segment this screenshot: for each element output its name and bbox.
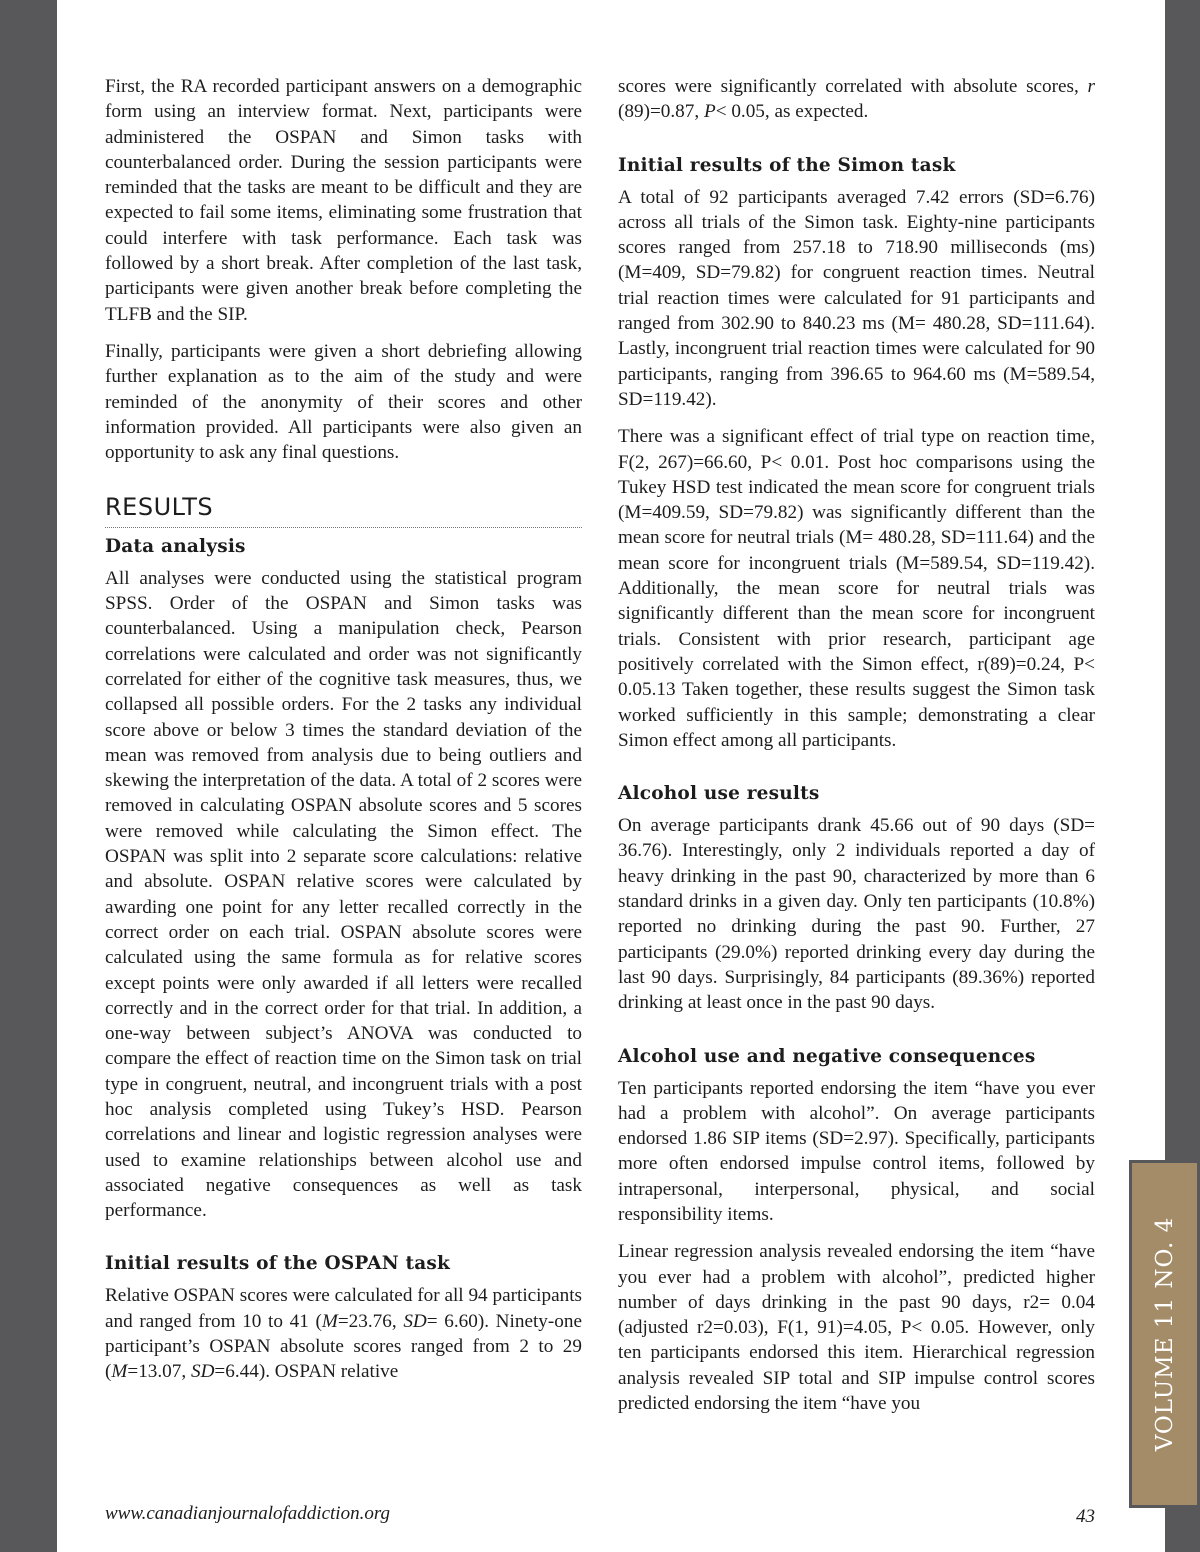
right-column (618, 74, 1095, 1428)
ospan-heading: Initial results of the OSPAN task (105, 1253, 451, 1275)
paragraph-regression: Linear regression analysis revealed endorsing the item “have you ever had a problem with alcohol”, predicted higher number of days drinking in the past 90 days, r2= 0.04 (adjusted r2=0.03), F(1, 91)=4.05, P< 0.05. However, only ten participants endorsed this item. Hierarchical regression analysis revealed SIP total and SIP impulse control scores predicted endorsing the item “have you (618, 1241, 1095, 1415)
paragraph-data-analysis: All analyses were conducted using the statistical program SPSS. Order of the OSPAN and Simon tasks was counterbalanced. Using a manipulation check, Pearson correlations were calculated and order was not significantly correlated for either of the cognitive task measures, thus, we collapsed all possible orders. For the 2 tasks any individual score above or below 3 times the standard deviation of the mean was removed from analysis due to being outliers and skewing the interpretation of the data. A total of 2 scores were removed in calculating OSPAN absolute scores and 5 scores were removed while calculating the Simon effect. The OSPAN was split into 2 separate score calculations: relative and absolute. OSPAN relative scores were calculated by awarding one point for any letter recalled correctly in the correct order on each trial. OSPAN absolute scores were calculated using the same formula as for relative scores except points were only awarded if all letters were recalled correctly and in the correct order for that trial. In addition, a one-way between subject’s ANOVA was conducted to compare the effect of reaction time on the Simon task on trial type in congruent, neutral, and incongruent trials with a post hoc analysis completed using Tukey’s HSD. Pearson correlations and linear and logistic regression analyses were used to examine relationships between alcohol use and associated negative consequences as well as task performance. (105, 567, 582, 1222)
paragraph-alcohol-use: On average participants drank 45.66 out of 90 days (SD= 36.76). Interestingly, only 2 individuals reported a day of heavy drinking in the past 90, characterized by more than 6 standard drinks in a given day. Only ten participants (10.8%) reported no drinking during the past 90. Further, 27 participants (29.0%) reported drinking every day during the last 90 days. Surprisingly, 84 participants (89.36%) reported drinking at least once in the past 90 days. (618, 815, 1095, 1014)
footer-url: www.canadianjournalofaddiction.org (105, 1503, 391, 1524)
simon-heading: Initial results of the Simon task (618, 154, 956, 176)
volume-tab (1129, 1160, 1200, 1508)
volume-label: VOLUME 11 NO. 4 (1151, 1216, 1178, 1452)
paragraph-debriefing: Finally, participants were given a short debriefing allowing further explanation as to the aim of the study and were reminded of the anonymity of their scores and other information provided. All participants were also given an opportunity to ask any final questions. (105, 340, 582, 464)
data-analysis-heading: Data analysis (105, 535, 246, 557)
results-heading: RESULTS (105, 495, 582, 527)
journal-page (57, 0, 1165, 1552)
paragraph-consequences: Ten participants reported endorsing the item “have you ever had a problem with alcohol”. On average participants endorsed 1.86 SIP items (SD=2.97). Specifically, participants more often endorsed impulse control items, followed by intrapersonal, interpersonal, physical, and social responsibility items. (618, 1077, 1095, 1225)
left-column (105, 74, 582, 1397)
paragraph-ospan: Relative OSPAN scores were calculated for all 94 participants and ranged from 10 to 41 (M=23.76, SD= 6.60). Ninety-one participant’s OSPAN absolute scores ranged from 2 to 29 (M=13.07, SD=6.44). OSPAN relative (105, 1285, 582, 1383)
alcohol-use-heading: Alcohol use results (618, 783, 820, 805)
paragraph-simon-anova: There was a significant effect of trial type on reaction time, F(2, 267)=66.60, P< 0.01. Post hoc comparisons using the Tukey HSD test indicated the mean score for congruent trials (M=409.59, SD=79.82) was significantly different than the mean score for neutral trials (M= 480.28, SD=111.64) and the mean score for incongruent trials (M=589.54, SD=119.42). Additionally, the mean score for neutral trials was significantly different than the mean score for incongruent trials. Consistent with prior research, participant age positively correlated with the Simon effect, r(89)=0.24, P< 0.05.13 Taken together, these results suggest the Simon task worked sufficiently in this sample; demonstrating a clear Simon effect among all participants. (618, 426, 1095, 751)
paragraph-ospan-continued: scores were significantly correlated with absolute scores, r (89)=0.87, P< 0.05, as expected. (618, 76, 1095, 123)
page-number: 43 (1076, 1506, 1095, 1527)
paragraph-simon-results: A total of 92 participants averaged 7.42 errors (SD=6.76) across all trials of the Simon task. Eighty-nine participants scores ranged from 257.18 to 718.90 milliseconds (ms) (M=409, SD=79.82) for congruent reaction times. Neutral trial reaction times were calculated for 91 participants and ranged from 302.90 to 840.23 ms (M= 480.28, SD=111.64). Lastly, incongruent trial reaction times were calculated for 90 participants, ranging from 396.65 to 964.60 ms (M=589.54, SD=119.42). (618, 186, 1095, 410)
consequences-heading: Alcohol use and negative consequences (618, 1045, 1036, 1067)
paragraph-procedure: First, the RA recorded participant answers on a demographic form using an interview format. Next, participants were administered the OSPAN and Simon tasks with counterbalanced order. During the session participants were reminded that the tasks are meant to be difficult and they are expected to fail some items, eliminating some frustration that could interfere with task performance. Each task was followed by a short break. After completion of the last task, participants were given another break before completing the TLFB and the SIP. (105, 76, 582, 325)
